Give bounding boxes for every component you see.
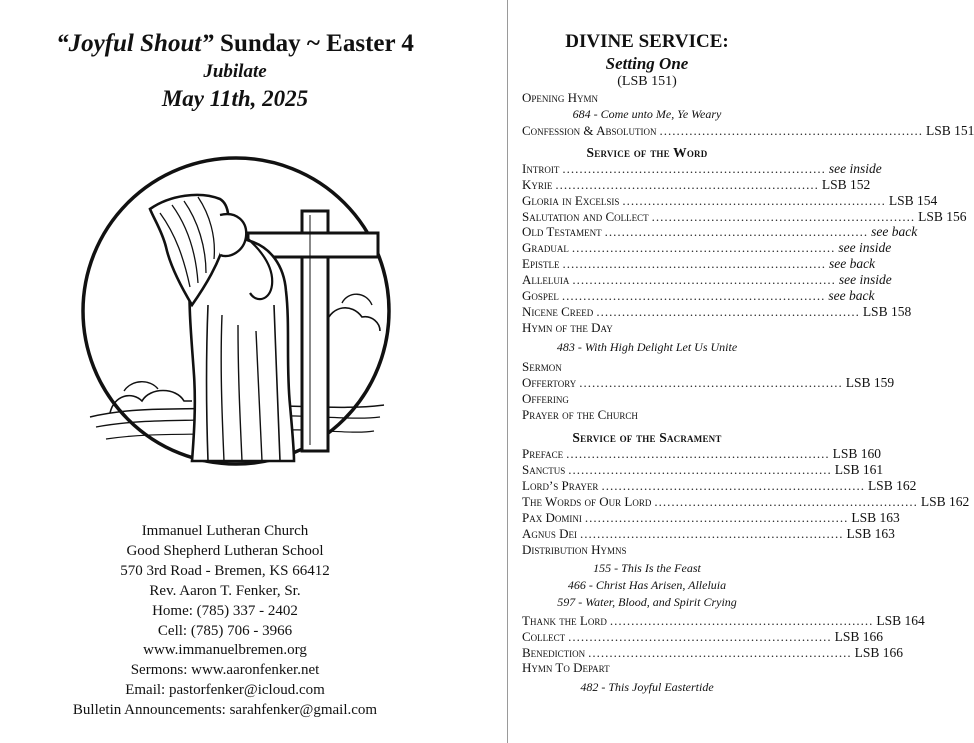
praying-woman-cross-illustration bbox=[80, 155, 392, 467]
service-row bbox=[522, 176, 871, 193]
row-value: see back bbox=[828, 288, 875, 304]
row-label: The Words of Our Lord bbox=[522, 494, 652, 510]
distribution-hymn: 155 - This Is the Feast bbox=[593, 560, 701, 575]
prayer-label: Prayer of the Church bbox=[522, 406, 638, 422]
row-label: Gloria in Excelsis bbox=[522, 192, 620, 208]
pastor-name: Rev. Aaron T. Fenker, Sr. bbox=[149, 582, 301, 599]
leader-dots: .............................................................. bbox=[572, 272, 836, 288]
leader-dots: .............................................................. bbox=[579, 374, 843, 390]
row-label: Benediction bbox=[522, 644, 586, 660]
leader-dots: .............................................................. bbox=[651, 208, 916, 224]
service-date: May 11th, 2025 bbox=[161, 86, 309, 111]
leader-dots: .............................................................. bbox=[604, 224, 869, 240]
leader-dots: .............................................................. bbox=[609, 612, 874, 628]
church-address: 570 3rd Road - Bremen, KS 66412 bbox=[120, 562, 330, 579]
website: www.immanuelbremen.org bbox=[143, 642, 307, 659]
home-phone: Home: (785) 337 - 2402 bbox=[152, 602, 298, 619]
service-row bbox=[522, 510, 900, 526]
hymn-of-day-label: Hymn of the Day bbox=[522, 319, 613, 335]
row-label: Kyrie bbox=[522, 176, 553, 192]
row-value: LSB 156 bbox=[918, 208, 967, 224]
church-name: Immanuel Lutheran Church bbox=[141, 523, 309, 539]
title-quote: “Joyful Shout” bbox=[56, 30, 214, 57]
row-label: Gradual bbox=[522, 240, 569, 256]
leader-dots: .............................................................. bbox=[584, 510, 849, 526]
school-name: Good Shepherd Lutheran School bbox=[126, 542, 324, 559]
service-row bbox=[522, 288, 875, 304]
row-label: Introit bbox=[522, 160, 560, 176]
title-rest: Sunday ~ Easter 4 bbox=[213, 30, 414, 57]
leader-dots: .............................................................. bbox=[571, 240, 836, 256]
leader-dots: .............................................................. bbox=[561, 288, 826, 304]
service-row bbox=[522, 644, 904, 661]
church-contact-info bbox=[0, 522, 450, 721]
row-label: Confession & Absolution bbox=[522, 122, 657, 138]
service-row bbox=[522, 240, 892, 256]
row-value: LSB 152 bbox=[821, 176, 871, 192]
row-label: Thank the Lord bbox=[522, 612, 607, 628]
order-of-service-page bbox=[510, 0, 974, 743]
row-value: LSB 160 bbox=[832, 446, 881, 462]
service-of-sacrament-heading: Service of the Sacrament bbox=[572, 430, 722, 446]
distribution-hymn: 466 - Christ Has Arisen, Alleluia bbox=[567, 577, 727, 592]
row-value: LSB 163 bbox=[851, 510, 900, 526]
service-row bbox=[522, 122, 974, 139]
sermon-label: Sermon bbox=[522, 358, 562, 374]
distribution-hymns-label: Distribution Hymns bbox=[522, 541, 627, 557]
service-row bbox=[522, 478, 917, 494]
row-label: Alleluia bbox=[522, 272, 570, 288]
setting-reference: (LSB 151) bbox=[617, 74, 677, 89]
row-label: Epistle bbox=[522, 256, 560, 272]
cell-phone: Cell: (785) 706 - 3966 bbox=[157, 622, 293, 639]
row-label: Offertory bbox=[522, 374, 577, 390]
offering-label: Offering bbox=[522, 390, 569, 406]
row-value: LSB 166 bbox=[834, 628, 884, 644]
row-label: Agnus Dei bbox=[522, 525, 578, 541]
opening-hymn: 684 - Come unto Me, Ye Weary bbox=[572, 106, 722, 121]
row-value: see back bbox=[828, 256, 876, 272]
distribution-hymn: 597 - Water, Blood, and Spirit Crying bbox=[557, 594, 737, 609]
row-value: LSB 158 bbox=[862, 303, 912, 319]
row-value: LSB 162 bbox=[920, 494, 970, 510]
row-value: see inside bbox=[828, 160, 882, 176]
leader-dots: .............................................................. bbox=[601, 478, 865, 494]
service-row bbox=[522, 446, 881, 462]
leader-dots: .............................................................. bbox=[596, 303, 860, 319]
page-fold-divider bbox=[507, 0, 508, 743]
service-row bbox=[522, 256, 876, 272]
setting-name: Setting One bbox=[605, 54, 689, 73]
leader-dots: .............................................................. bbox=[622, 192, 886, 208]
row-value: see inside bbox=[838, 240, 892, 256]
leader-dots: .............................................................. bbox=[659, 122, 923, 138]
service-row bbox=[522, 462, 884, 478]
leader-dots: .............................................................. bbox=[588, 644, 852, 660]
departing-hymn: 482 - This Joyful Eastertide bbox=[580, 680, 714, 695]
bulletin-title bbox=[0, 30, 470, 58]
service-of-word-heading: Service of the Word bbox=[586, 144, 708, 160]
leader-dots: .............................................................. bbox=[654, 494, 918, 510]
hymn-of-day: 483 - With High Delight Let Us Unite bbox=[556, 339, 738, 354]
row-label: Preface bbox=[522, 446, 564, 462]
hymn-to-depart-label: Hymn To Depart bbox=[522, 660, 610, 676]
leader-dots: .............................................................. bbox=[568, 628, 832, 644]
service-row bbox=[522, 374, 895, 391]
service-row bbox=[522, 303, 912, 320]
service-row bbox=[522, 612, 925, 629]
service-row bbox=[522, 224, 918, 240]
service-row bbox=[522, 494, 970, 510]
leader-dots: .............................................................. bbox=[555, 176, 819, 192]
row-value: LSB 161 bbox=[834, 462, 884, 478]
leader-dots: .............................................................. bbox=[562, 160, 826, 176]
service-row bbox=[522, 628, 884, 645]
leader-dots: .............................................................. bbox=[566, 446, 830, 462]
opening-hymn-label: Opening Hymn bbox=[522, 90, 599, 105]
row-label: Salutation and Collect bbox=[522, 208, 649, 224]
service-row bbox=[522, 272, 892, 288]
row-value: LSB 159 bbox=[845, 374, 895, 390]
sunday-name: Jubilate bbox=[203, 61, 267, 82]
leader-dots: .............................................................. bbox=[562, 256, 826, 272]
row-value: LSB 151 bbox=[925, 122, 974, 138]
service-row bbox=[522, 525, 895, 542]
leader-dots: .............................................................. bbox=[580, 525, 844, 541]
row-value: LSB 164 bbox=[876, 612, 925, 628]
pastor-email: Email: pastorfenker@icloud.com bbox=[125, 682, 325, 699]
row-value: LSB 166 bbox=[854, 644, 904, 660]
row-label: Collect bbox=[522, 628, 566, 644]
row-label: Lord’s Prayer bbox=[522, 478, 599, 494]
service-row bbox=[522, 160, 882, 177]
row-value: LSB 163 bbox=[846, 525, 895, 541]
row-value: see back bbox=[871, 224, 918, 240]
row-label: Gospel bbox=[522, 288, 559, 304]
row-value: LSB 162 bbox=[867, 478, 917, 494]
sermons-website: Sermons: www.aaronfenker.net bbox=[130, 662, 320, 679]
leader-dots: .............................................................. bbox=[568, 462, 832, 478]
divine-service-heading: DIVINE SERVICE: bbox=[565, 31, 729, 52]
order-of-service bbox=[522, 31, 974, 696]
row-label: Nicene Creed bbox=[522, 303, 594, 319]
bulletin-email: Bulletin Announcements: sarahfenker@gmail.com bbox=[72, 702, 378, 719]
row-label: Sanctus bbox=[522, 462, 566, 478]
row-value: LSB 154 bbox=[888, 192, 938, 208]
row-value: see inside bbox=[838, 272, 892, 288]
service-row bbox=[522, 192, 938, 209]
row-label: Old Testament bbox=[522, 224, 602, 240]
service-row bbox=[522, 208, 967, 225]
row-label: Pax Domini bbox=[522, 510, 582, 526]
